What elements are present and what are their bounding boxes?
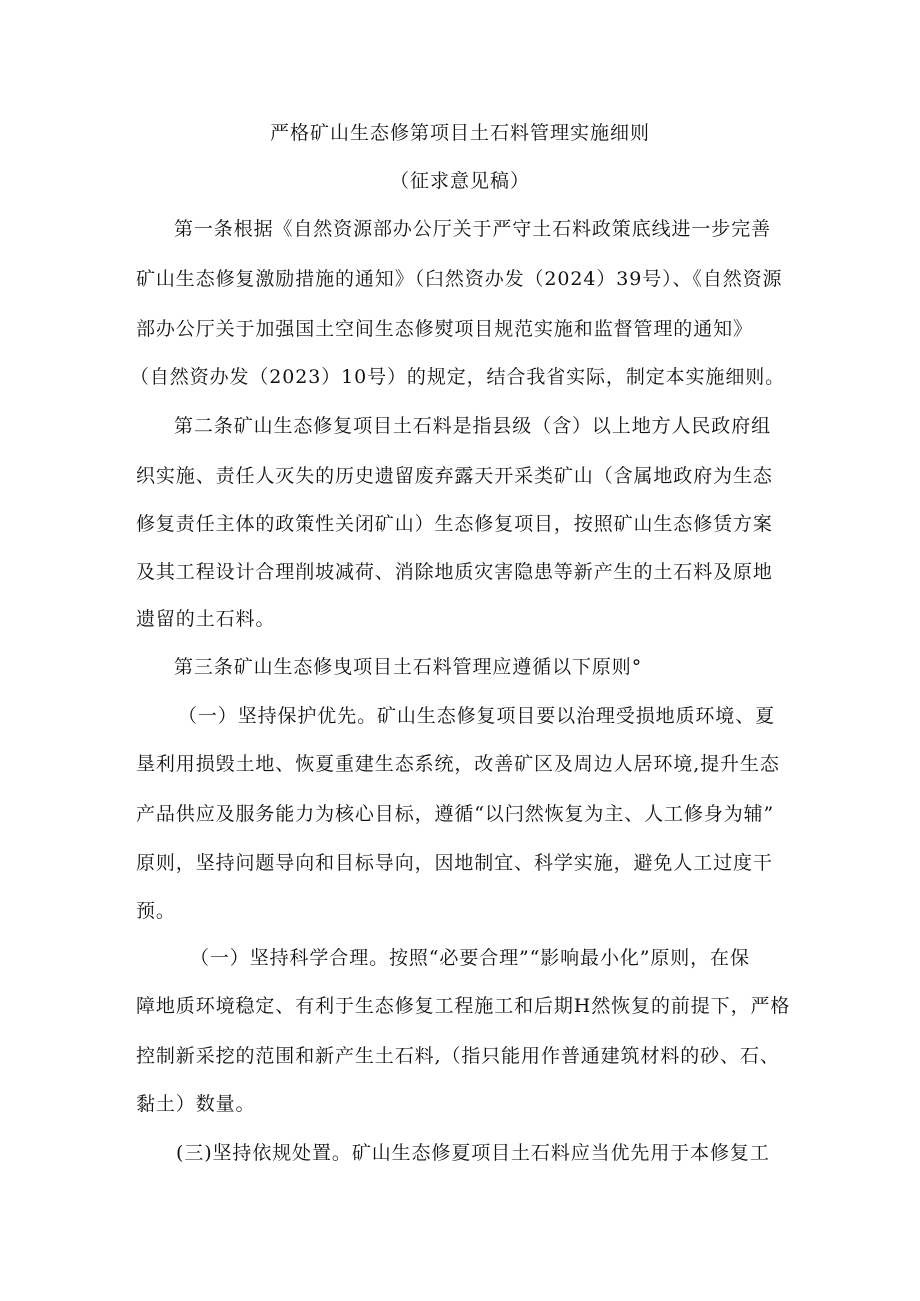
principle-2-line: （一）坚持科学合理。按照“必要合理”“影响最小化”原则，在保: [190, 947, 750, 969]
principle-2-line: 控制新采挖的范围和新产生土石料,（指只能用作普通建筑材料的砂、石、: [136, 1045, 780, 1067]
principle-1-line: 原则，坚持问题导向和目标导向，因地制宜、科学实施，避免人工过度干: [136, 852, 773, 874]
document-title: 严格矿山生态修第项目土石料管理实施细则: [269, 122, 650, 144]
article-2-line: 遗留的土石料。: [136, 608, 276, 630]
article-2-line: 织实施、责任人灭失的历史遗留废弃露天开采类矿山（含属地政府为生态: [136, 465, 773, 487]
principle-1-line: 产品供应及服务能力为核心目标，遵循“以闩然恢复为主、人工修身为辅”: [136, 803, 775, 825]
principle-1-line: 预。: [136, 900, 176, 922]
principle-2-line: 障地质环境稳定、有利于生态修复工程施工和后期H然恢复的前提下，严格: [136, 995, 791, 1017]
article-1-line: 部办公厅关于加强国土空间生态修熨项目规范实施和监督管理的通知》: [136, 318, 753, 340]
article-2-line: 第二条矿山生态修复项目土石料是指县级（含）以上地方人民政府组: [174, 415, 772, 437]
article-2-line: 修复责任主体的政策性关闭矿山）生态修复项目，按照矿山生态修赁方案: [136, 513, 773, 535]
article-2-line: 及其工程设计合理削坡减荷、消除地质灾害隐患等新产生的土石料及原地: [136, 561, 773, 583]
article-3-line: 第三条矿山生态修曳项目土石料管理应遵循以下原则°: [174, 656, 643, 678]
article-1-line: 第一条根据《自然资源部办公厅关于严守土石料政策底线进一步完善: [174, 218, 772, 240]
article-1-line: （自然资办发（2023）10号）的规定，结合我省实际，制定本实施细则。: [130, 366, 786, 388]
document-subtitle: （征求意见稿）: [389, 170, 530, 192]
principle-1-line: （一）坚持保护优先。矿山生态修复项目要以治理受损地质环境、夏: [178, 705, 776, 727]
principle-1-line: 垦利用损毁土地、恢夏重建生态系统，改善矿区及周边人居环境,提升生态: [136, 753, 780, 775]
article-1-line: 矿山生态修复激励措施的通知》（臼然资办发（2024）39号）、《自然资源: [136, 268, 783, 290]
principle-3-line: (三)坚持依规处置。矿山生态修夏项目土石料应当优先用于本修复工: [176, 1142, 770, 1164]
principle-2-line: 黏土）数量。: [136, 1093, 256, 1115]
